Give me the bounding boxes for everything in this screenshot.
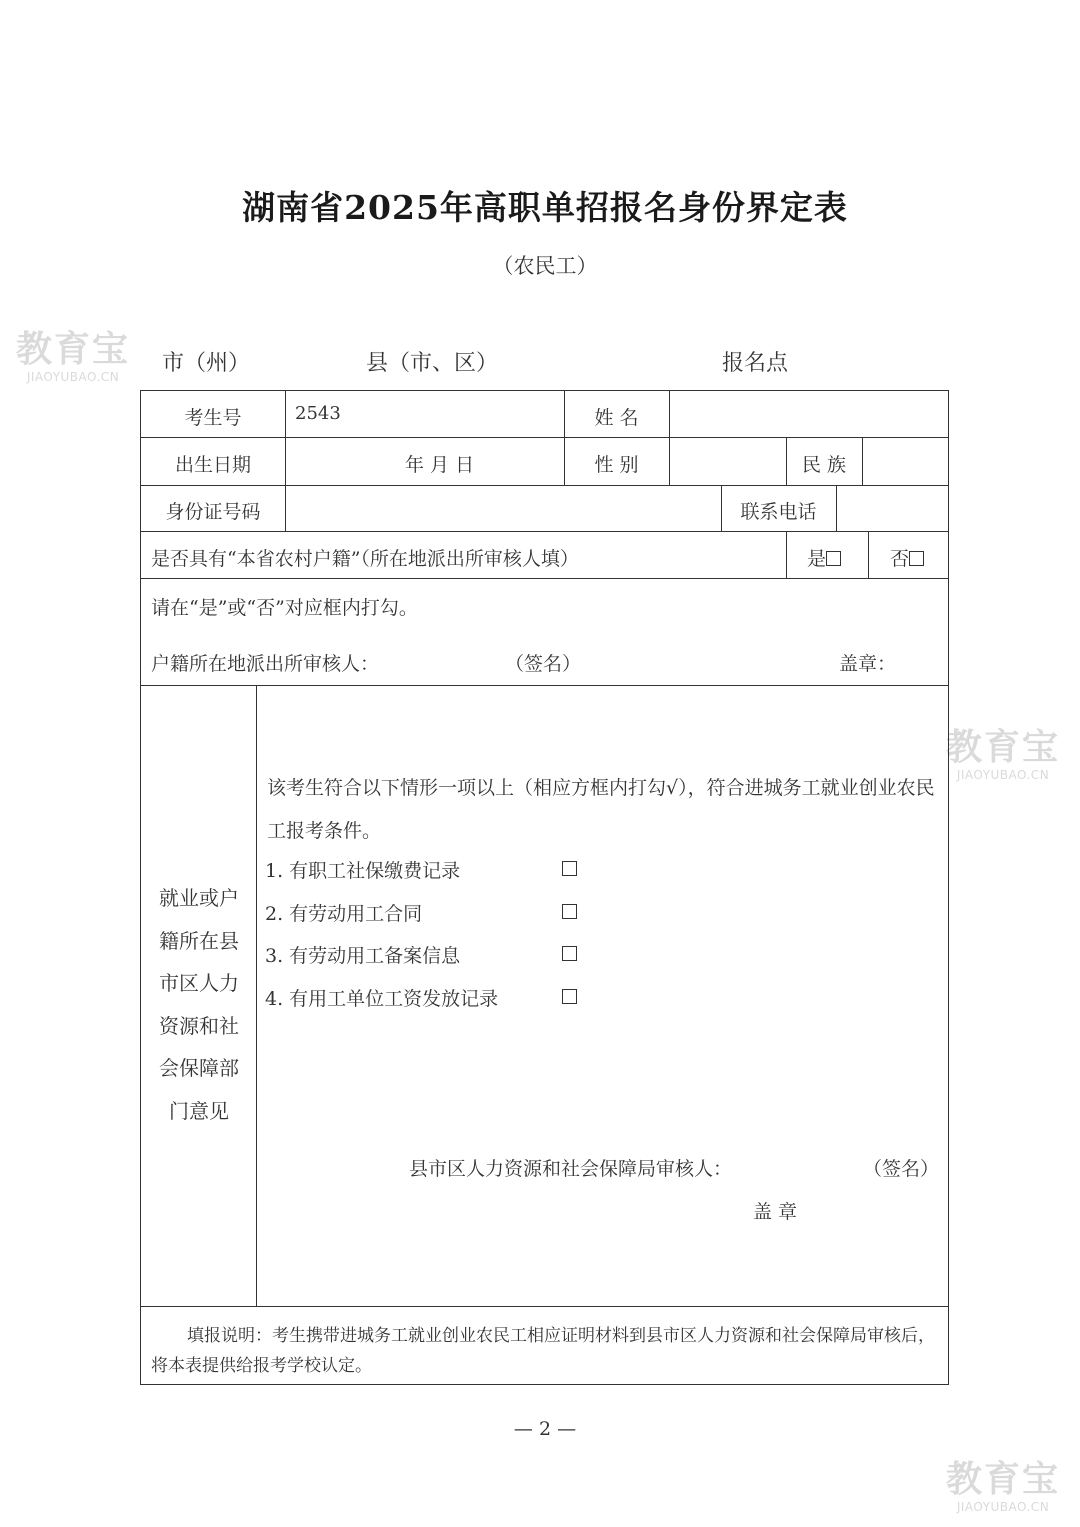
region-site: 报名点 [722,351,789,376]
condition-4-checkbox[interactable] [562,989,577,1004]
rural-instruction: 请在“是”或“否”对应框内打勾。 [151,597,418,619]
gender-field[interactable] [670,441,785,483]
watermark-url: JIAOYUBAO.CN [956,768,1050,782]
rural-hukou-question: 是否具有“本省农村户籍”（所在地派出所审核人填） [151,548,579,570]
police-sign-label: （签名） [505,653,582,675]
condition-label: 2. 有劳动用工合同 [265,903,423,925]
page-title: 湖南省2025年高职单招报名身份界定表 [242,188,848,227]
condition-item [265,941,460,968]
birth-date-field[interactable]: 年 月 日 [405,454,475,476]
hr-sign-label: （签名） [863,1158,940,1180]
identity-form-table [140,390,949,1385]
hr-department-label: 就业或户籍所在县市区人力资源和社会保障部门意见 [159,886,239,1123]
condition-item [265,984,498,1011]
condition-item [265,899,422,926]
id-number-label: 身份证号码 [165,501,261,523]
condition-1-checkbox[interactable] [562,861,577,876]
page-subtitle: （农民工） [492,254,598,278]
condition-2-checkbox[interactable] [562,904,577,919]
condition-label: 1. 有职工社保缴费记录 [265,860,461,882]
rural-no-label: 否 [890,548,910,570]
gender-label: 性 别 [594,454,639,476]
region-city: 市（州） [162,351,251,376]
exam-no-field[interactable]: 2543 [295,403,341,424]
name-field[interactable] [670,393,948,435]
name-label: 姓 名 [594,407,639,429]
watermark-logo-right [946,727,1061,782]
rural-yes-option[interactable] [807,544,841,571]
ethnicity-label: 民 族 [801,454,847,476]
id-number-field[interactable] [286,488,720,530]
condition-label: 3. 有劳动用工备案信息 [265,945,461,967]
watermark-text: 教育宝 [946,1459,1061,1500]
watermark-text: 教育宝 [946,727,1061,768]
watermark-logo-bottom [946,1459,1061,1514]
police-reviewer-label: 户籍所在地派出所审核人： [151,653,380,675]
page-number: — 2 — [513,1418,577,1440]
watermark-url: JIAOYUBAO.CN [956,1500,1050,1514]
rural-no-checkbox[interactable] [909,551,924,566]
region-county: 县（市、区） [366,351,499,376]
exam-no-label: 考生号 [184,407,242,429]
ethnicity-field[interactable] [863,441,948,483]
rural-yes-checkbox[interactable] [826,551,841,566]
watermark-url: JIAOYUBAO.CN [26,370,120,384]
hr-seal-label: 盖 章 [753,1201,798,1223]
condition-label: 4. 有用工单位工资发放记录 [265,988,499,1010]
condition-item [265,856,460,883]
watermark-text: 教育宝 [16,329,131,370]
police-seal-label: 盖章： [839,653,897,675]
rural-yes-label: 是 [807,548,827,570]
watermark-logo-left [16,329,131,384]
phone-field[interactable] [837,488,948,530]
phone-label: 联系电话 [740,501,817,523]
fill-instructions-note: 填报说明：考生携带进城务工就业创业农民工相应证明材料到县市区人力资源和社会保障局审核后，将本表提供给报考学校认定。 [151,1326,935,1376]
condition-3-checkbox[interactable] [562,946,577,961]
birth-date-label: 出生日期 [174,454,251,476]
hr-statement: 该考生符合以下情形一项以上（相应方框内打勾√），符合进城务工就业创业农民工报考条件。 [267,777,935,842]
hr-reviewer-label: 县市区人力资源和社会保障局审核人： [409,1158,733,1180]
rural-no-option[interactable] [890,544,924,571]
